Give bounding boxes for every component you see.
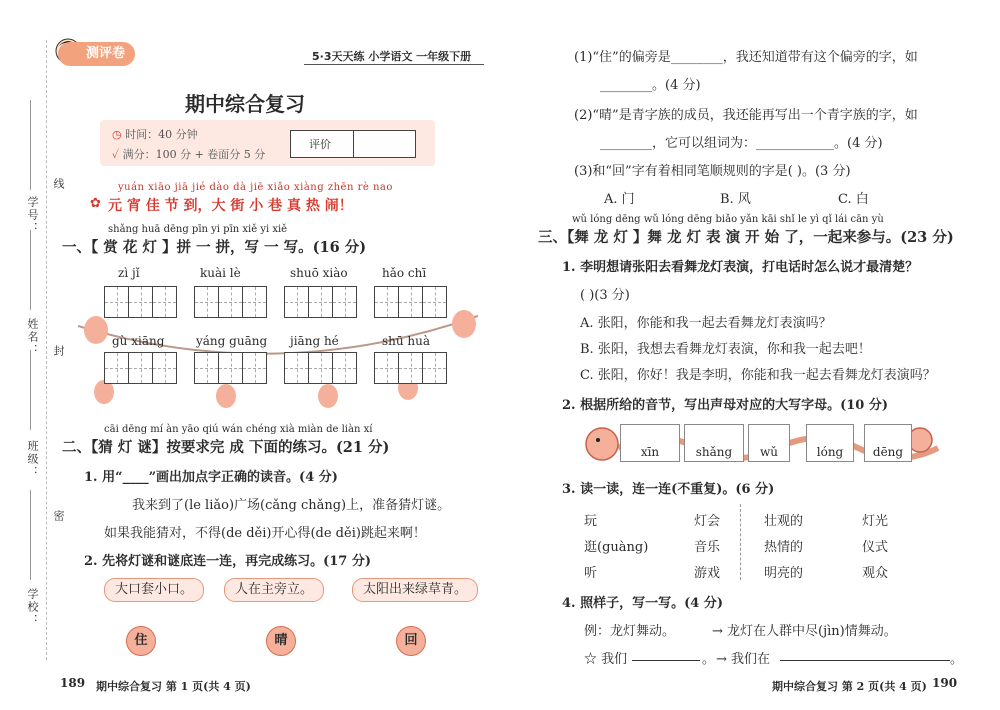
s2-q1-line2: 如果我能猜对，不得(de děi)开心得(de děi)跳起来啊！ [104,526,426,541]
id-label: 学号： [26,196,39,235]
word-pinyin: shū huà [382,334,431,348]
answer-lantern[interactable]: 住 [126,626,156,656]
syllable-card[interactable] [684,424,744,462]
writing-grid[interactable] [194,286,267,318]
match-item[interactable]: 逛(guàng) [584,540,649,555]
riddle-card[interactable]: 大口套小口。 [104,578,204,602]
theme-pinyin: yuán xiāo jiā jié dào dà jiē xiǎo xiàng zhēn rè nao [118,182,393,193]
writing-grid[interactable] [194,352,267,384]
exercise-right: → 我们在 [716,652,771,667]
page-number: 189 [60,676,86,690]
section2-heading: 二、【猜 灯 谜】按要求完 成 下面的练习。(21 分) [62,439,390,456]
match-item[interactable]: 游戏 [694,566,721,581]
word-pinyin: hǎo chī [382,266,427,280]
p1-line: (1)“住”的偏旁是________，我还知道带有这个偏旁的字，如 [574,50,918,65]
eval-label: 评价 [309,138,331,151]
info-panel: ◷ 时间：40 分钟 ✓ 满分：100 分 + 卷面分 5 分 评价 [100,120,435,166]
s1-pinyin: shǎng huā dēng pīn yi pīn xiě yi xiě [108,224,288,235]
word-pinyin: zì jǐ [118,266,140,280]
answer-blank[interactable] [632,660,700,661]
p1-line-b: ________。(4 分) [600,78,701,93]
section1-heading: 一、【 赏 花 灯 】拼 一 拼，写 一 写。(16 分) [62,239,367,256]
syllable-card[interactable] [806,424,854,462]
book-header: 5·3天天练 小学语文 一年级下册 [312,50,472,63]
example-right: → 龙灯在人群中尽(jìn)情舞动。 [712,624,897,639]
answer-blank[interactable] [780,660,950,661]
s2-q1-line1: 我来到了(le liǎo)广场(cǎng chǎng)上，准备猜灯谜。 [132,498,451,513]
p2-line-b: ________，它可以组词为：____________。(4 分) [600,136,883,151]
page-title: 期中综合复习 [185,92,305,116]
option-b[interactable]: B. 风 [720,192,751,207]
word-pinyin: shuō xiào [290,266,348,280]
match-item[interactable]: 热情的 [764,540,804,555]
seal-mark: 密 [52,510,65,523]
syllable: dēng [872,445,904,459]
writing-grid[interactable] [374,286,447,318]
writing-grid[interactable] [374,352,447,384]
answer-lantern[interactable]: 回 [396,626,426,656]
theme-text: 元 宵 佳 节 到，大 街 小 巷 真 热 闹！ [108,198,353,214]
match-item[interactable]: 明亮的 [764,566,804,581]
time-text: 时间：40 分钟 [125,128,198,141]
score-text: 满分：100 分 + 卷面分 5 分 [122,148,266,161]
seal-mark: 线 [52,178,65,191]
section3-heading: 三、【舞 龙 灯 】舞 龙 灯 表 演 开 始 了，一起来参与。(23 分) [538,229,954,246]
writing-grid[interactable] [284,286,357,318]
syllable-card[interactable] [864,424,912,462]
page-number: 190 [932,676,958,690]
match-item[interactable]: 音乐 [694,540,721,555]
s3-q4: 4. 照样子，写一写。(4 分) [562,596,723,611]
p3-line: (3)和“回”字有着相同笔顺规则的字是( )。(3 分) [574,164,851,179]
match-item[interactable]: 灯会 [694,514,721,529]
s2-pinyin: cāi dēng mí àn yāo qiú wán chéng xià miàn de liàn xí [104,424,373,435]
syllable: shǎng [695,445,733,459]
q1-option-b[interactable]: B. 张阳，我想去看舞龙灯表演，你和我一起去吧！ [580,342,871,357]
syllable: xīn [640,445,660,459]
writing-grid[interactable] [104,352,177,384]
match-item[interactable]: 观众 [862,566,889,581]
example-left: 例：龙灯舞动。 [584,624,676,639]
riddle-card[interactable]: 太阳出来绿草青。 [352,578,478,602]
s3-q1-blank: ( )(3 分) [580,288,630,303]
syllable: lóng [816,445,844,459]
match-item[interactable]: 玩 [584,514,598,529]
q1-option-c[interactable]: C. 张阳，你好！我是李明，你能和我一起去看舞龙灯表演吗？ [580,368,936,383]
s3-q1: 1. 李明想请张阳去看舞龙灯表演，打电话时怎么说才最清楚？ [562,260,919,275]
option-a[interactable]: A. 门 [604,192,635,207]
writing-grid[interactable] [104,286,177,318]
word-pinyin: jiāng hé [290,334,339,348]
syllable: wǔ [760,445,778,459]
syllable-card[interactable] [748,424,790,462]
page-footer: 期中综合复习 第 1 页(共 4 页) [96,680,251,693]
exercise-left: ☆ 我们 [584,652,628,667]
word-pinyin: gù xiāng [112,334,165,348]
p2-line: (2)“晴”是青字族的成员，我还能再写出一个青字族的字，如 [574,108,918,123]
word-pinyin: yáng guāng [196,334,268,348]
s3-pinyin: wǔ lóng dēng wǔ lóng dēng biǎo yǎn kāi shǐ le yì qǐ lái cān yù [572,214,884,225]
seal-mark: 封 [52,345,65,358]
match-item[interactable]: 壮观的 [764,514,804,529]
s3-q2: 2. 根据所给的音节，写出声母对应的大写字母。(10 分) [562,398,889,413]
match-item[interactable]: 仪式 [862,540,889,555]
riddle-card[interactable]: 人在主旁立。 [224,578,324,602]
page-footer: 期中综合复习 第 2 页(共 4 页) [772,680,927,693]
match-item[interactable]: 听 [584,566,598,581]
syllable-card[interactable] [620,424,680,462]
s2-q1: 1. 用“____”画出加点字正确的读音。(4 分) [84,470,338,485]
name-label: 姓名： [26,318,39,357]
writing-grid[interactable] [284,352,357,384]
s3-q3: 3. 读一读，连一连(不重复)。(6 分) [562,482,775,497]
s2-q2: 2. 先将灯谜和谜底连一连，再完成练习。(17 分) [84,554,372,569]
answer-lantern[interactable]: 晴 [266,626,296,656]
word-pinyin: kuài lè [200,266,241,280]
match-item[interactable]: 灯光 [862,514,889,529]
test-badge: 测评卷 [58,42,135,66]
school-label: 学校： [26,588,39,627]
option-c[interactable]: C. 白 [838,192,869,207]
q1-option-a[interactable]: A. 张阳，你能和我一起去看舞龙灯表演吗？ [580,316,832,331]
class-label: 班级： [26,440,39,479]
